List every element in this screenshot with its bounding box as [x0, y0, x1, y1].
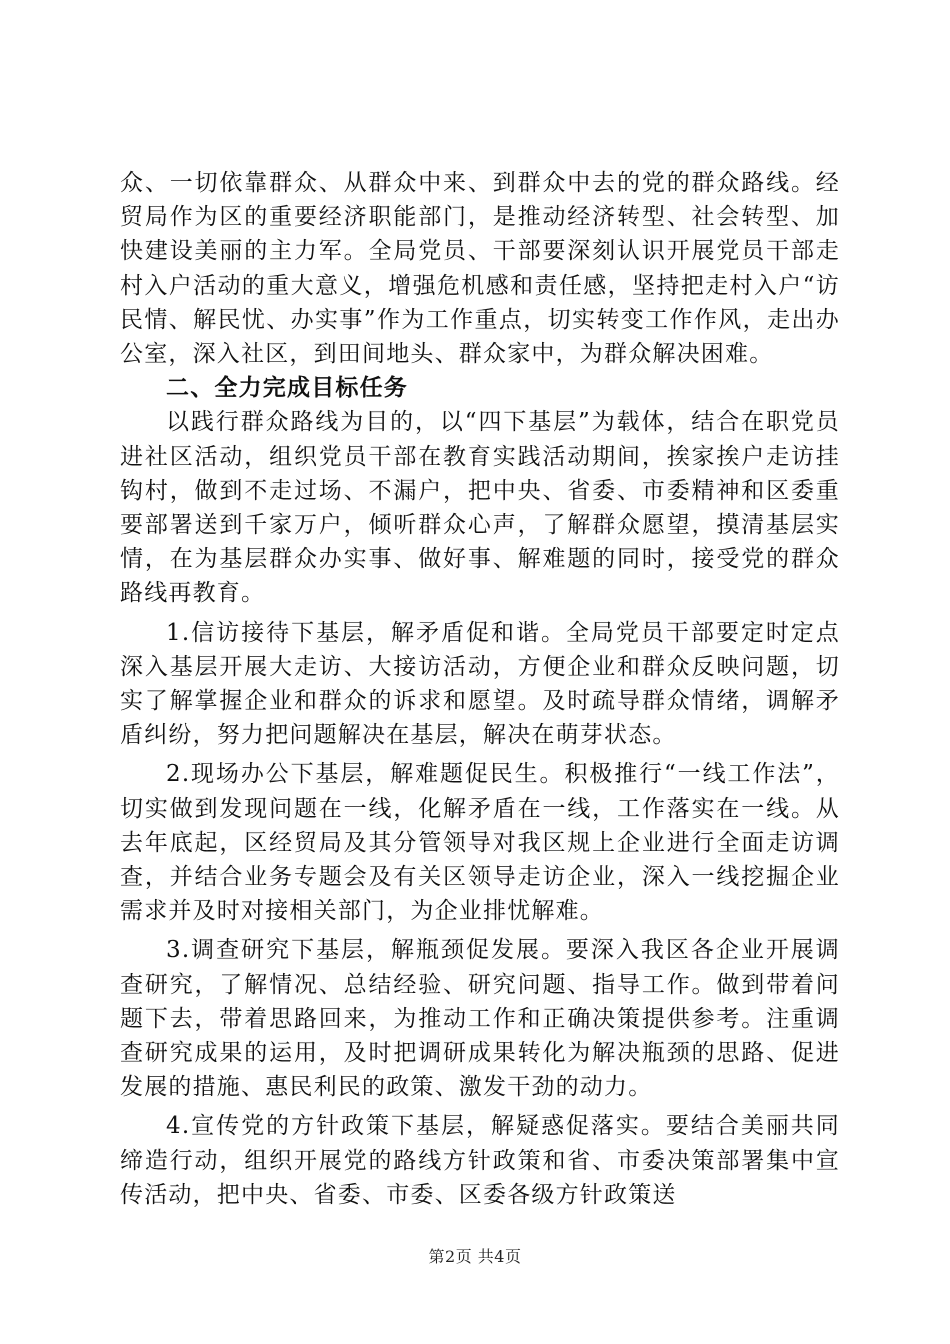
- paragraph-item-3: 3.调查研究下基层，解瓶颈促发展。要深入我区各企业开展调查研究，了解情况、总结经验、研究问题、指导工作。做到带着问题下去，带着思路回来，为推动工作和正确决策提供参考。注重调查研究成果的运用，及时把调研成果转化为解决瓶颈的思路、促进发展的措施、惠民利民的政策、激发干劲的动力。: [120, 937, 840, 1101]
- paragraph-item-4: 4.宣传党的方针政策下基层，解疑惑促落实。要结合美丽共同缔造行动，组织开展党的路线方针政策和省、市委决策部署集中宣传活动，把中央、省委、市委、区委各级方针政策送: [120, 1113, 840, 1208]
- paragraph-continuation: 众、一切依靠群众、从群众中来、到群众中去的党的群众路线。经贸局作为区的重要经济职能部门，是推动经济转型、社会转型、加快建设美丽的主力军。全局党员、干部要深刻认识开展党员干部走村入户活动的重大意义，增强危机感和责任感，坚持把走村入户“访民情、解民忧、办实事”作为工作重点，切实转变工作作风，走出办公室，深入社区，到田间地头、群众家中，为群众解决困难。: [120, 170, 840, 368]
- document-body: [120, 166, 840, 1212]
- paragraph-item-2: 2.现场办公下基层，解难题促民生。积极推行“一线工作法”，切实做到发现问题在一线，化解矛盾在一线，工作落实在一线。从去年底起，区经贸局及其分管领导对我区规上企业进行全面走访调查，并结合业务专题会及有关区领导走访企业，深入一线挖掘企业需求并及时对接相关部门，为企业排忧解难。: [120, 761, 840, 925]
- section-heading: 二、全力完成目标任务: [166, 374, 408, 402]
- paragraph-intro: 以践行群众路线为目的，以“四下基层”为载体，结合在职党员进社区活动，组织党员干部在教育实践活动期间，挨家挨户走访挂钩村，做到不走过场、不漏户，把中央、省委、市委精神和区委重要部署送到千家万户，倾听群众心声，了解群众愿望，摸清基层实情，在为基层群众办实事、做好事、解难题的同时，接受党的群众路线再教育。: [120, 409, 840, 607]
- paragraph-item-1: 1.信访接待下基层，解矛盾促和谐。全局党员干部要定时定点深入基层开展大走访、大接访活动，方便企业和群众反映问题，切实了解掌握企业和群众的诉求和愿望。及时疏导群众情绪，调解矛盾纠纷，努力把问题解决在基层，解决在萌芽状态。: [120, 619, 840, 749]
- page-number-footer: 第2页 共4页: [428, 1247, 522, 1266]
